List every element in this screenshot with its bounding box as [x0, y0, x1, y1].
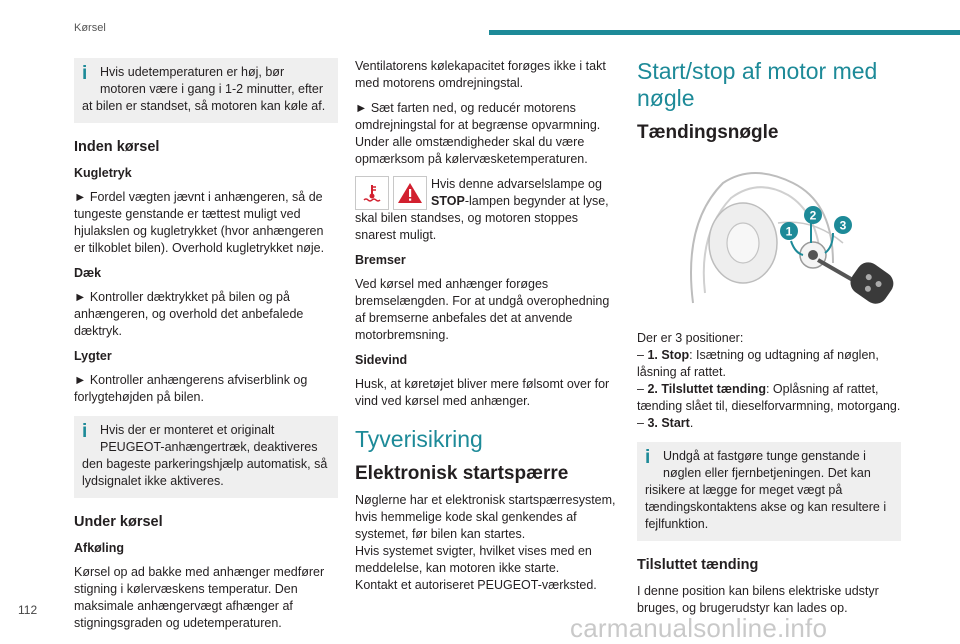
stop-label: STOP — [431, 194, 465, 208]
callout-2-badge — [804, 206, 822, 224]
paragraph-bremser: Ved kørsel med anhænger forøges bremselængden. For at undgå overophedning af bremserne anbefales det at anvende motorbremsning. — [355, 277, 610, 342]
stop-warning-triangle-icon — [393, 176, 427, 210]
column-1 — [74, 58, 338, 640]
note-text: Hvis der er monteret et originalt PEUGEOT-anhængertræk, deaktiveres den bageste parkeringshjælp automatisk, så lydsignalet ikke aktiveres. — [82, 423, 328, 488]
callout-3-badge — [834, 216, 852, 234]
info-note-key-weight — [637, 442, 901, 541]
header-accent-bar — [489, 30, 960, 35]
warning-text-b: -lampen begynder at lyse, skal bilen standses, og motoren stoppes snarest muligt. — [355, 194, 609, 242]
position-3: – 3. Start. — [637, 416, 694, 430]
paragraph-elektronisk-3: Kontakt et autoriseret PEUGEOT-værksted. — [355, 578, 597, 592]
callout-3: 3 — [839, 218, 847, 233]
heading-taendingsnogle: Tændingsnøgle — [637, 122, 779, 143]
heading-under-korsel: Under kørsel — [74, 514, 163, 530]
info-icon: i — [82, 421, 88, 442]
column-3 — [637, 58, 901, 625]
paragraph-sidevind: Husk, at køretøjet bliver mere følsomt over for vind ved kørsel med anhænger. — [355, 377, 610, 408]
watermark: carmanualsonline.info — [570, 613, 828, 643]
paragraph-farten: ► Sæt farten ned, og reducér motorens omdrejningstal for at begrænse opvarmning. Under alle omstændigheder skal du være opmærksom på kølervæsketemperaturen. — [355, 101, 601, 166]
heading-lygter: Lygter — [74, 349, 112, 363]
heading-elektronisk-startspaerre: Elektronisk startspærre — [355, 463, 569, 484]
paragraph-lygter: ► Kontroller anhængerens afviserblink og forlygtehøjden på bilen. — [74, 373, 308, 404]
note-text: Undgå at fastgøre tunge genstande i nøglen eller fjernbetjeningen. Det kan risikere at lægge for meget vægt på tændingskontaktens akse og kan resultere i fejlfunktion. — [645, 449, 887, 531]
heading-daek: Dæk — [74, 266, 102, 280]
page-number: 112 — [18, 603, 38, 617]
position-3-label: 3. Start — [647, 416, 690, 430]
info-note-temperature — [74, 58, 338, 123]
running-header-section: Kørsel — [74, 22, 106, 34]
position-1: – 1. Stop: Isætning og udtagning af nøglen, låsning af rattet. — [637, 348, 879, 379]
column-2 — [355, 58, 617, 594]
section-title-start-stop: Start/stop af motor med nøgle — [637, 58, 878, 111]
heading-sidevind: Sidevind — [355, 353, 408, 367]
heading-kugletryk: Kugletryk — [74, 166, 132, 180]
heading-tilsluttet-taending: Tilsluttet tænding — [637, 557, 759, 573]
note-text: Hvis udetemperaturen er høj, bør motoren være i gang i 1-2 minutter, efter at bilen er standset, så motoren kan køle af. — [82, 65, 326, 113]
paragraph-afkoling: Kørsel op ad bakke med anhænger medfører stigning i kølervæskens temperatur. Den maksimale anhængervægt afhænger af stigningsgraden og udetemperaturen. — [74, 565, 325, 630]
paragraph-elektronisk-2: Hvis systemet svigter, hvilket vises med en meddelelse, kan motoren ikke starte. — [355, 544, 592, 575]
position-3-text: . — [689, 416, 694, 430]
callout-1-badge — [780, 222, 798, 240]
paragraph-kugletryk: ► Fordel vægten jævnt i anhængeren, så de tungeste genstande er tættest muligt ved hjulakslen og kugletrykket (hvor anhængeren er tilkoblet bilen). Overhold kugletrykket nøje. — [74, 190, 325, 255]
coolant-temperature-warning-icon — [355, 176, 389, 210]
position-2-label: 2. Tilsluttet tænding — [647, 382, 766, 396]
heading-afkoling: Afkøling — [74, 541, 124, 555]
ignition-key-illustration — [683, 163, 903, 311]
warning-text-a: Hvis denne advarselslampe og — [431, 177, 602, 191]
info-icon: i — [645, 447, 651, 468]
section-title-tyverisikring: Tyverisikring — [355, 426, 483, 452]
paragraph-ventilator: Ventilatorens kølekapacitet forøges ikke i takt med motorens omdrejningstal. — [355, 59, 606, 90]
callout-1: 1 — [785, 224, 793, 239]
position-1-label: 1. Stop — [647, 348, 690, 362]
heading-bremser: Bremser — [355, 253, 406, 267]
position-2: – 2. Tilsluttet tænding: Oplåsning af rattet, tænding slået til, dieselforvarmning, motorgang. — [637, 382, 901, 413]
callout-2: 2 — [809, 208, 817, 223]
info-icon: i — [82, 63, 88, 84]
paragraph-tilsluttet: I denne position kan bilens elektriske udstyr bruges, og brugerudstyr kan lades op. — [637, 584, 879, 615]
paragraph-daek: ► Kontroller dæktrykket på bilen og på anhængeren, og overhold det anbefalede dæktryk. — [74, 290, 304, 338]
heading-inden-korsel: Inden kørsel — [74, 139, 160, 155]
position-1-text: : Isætning og udtagning af nøglen, låsning af rattet. — [637, 348, 879, 379]
positions-intro: Der er 3 positioner: — [637, 331, 744, 345]
position-2-text: : Oplåsning af rattet, tænding slået til, dieselforvarmning, motorgang. — [637, 382, 901, 413]
info-note-parking — [74, 416, 338, 498]
paragraph-elektronisk-1: Nøglerne har et elektronisk startspærresystem, hvis hemmelige kode skal genkendes af systemet, før bilen kan startes. — [355, 493, 616, 541]
positions-list — [637, 330, 901, 432]
warning-lamp-row — [355, 176, 617, 244]
